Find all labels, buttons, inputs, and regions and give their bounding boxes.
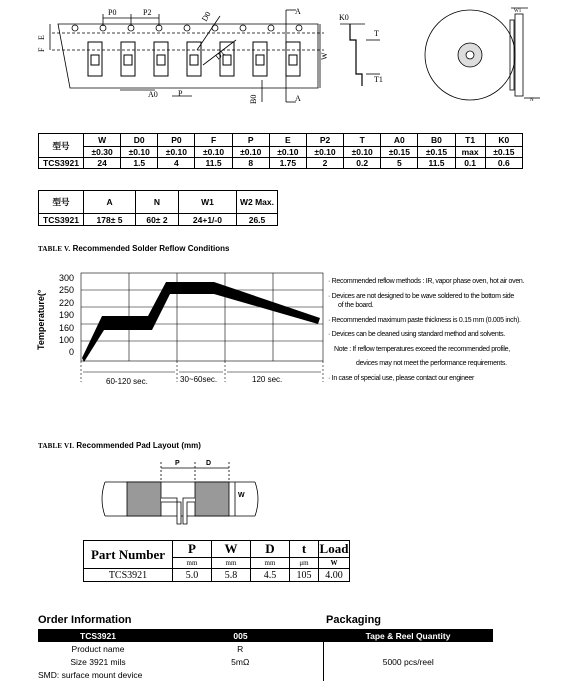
value-cell: 24 (84, 158, 121, 169)
tolerance-cell: ±0.15 (485, 147, 522, 158)
value-cell: 4.00 (319, 569, 350, 582)
reel-dimension-table (38, 190, 278, 226)
tolerance-cell: ±0.10 (195, 147, 232, 158)
value-cell: 5.8 (212, 569, 251, 582)
label-a-bottom: A (295, 94, 301, 103)
table-row (38, 642, 493, 655)
y-tick: 100 (58, 335, 74, 346)
tolerance-cell: ±0.30 (84, 147, 121, 158)
header-cell: F (195, 134, 232, 147)
label-e: E (37, 35, 46, 40)
tolerance-cell: ±0.15 (418, 147, 455, 158)
header-cell: A (84, 191, 136, 214)
label-d1: D1 (213, 48, 227, 62)
label-w1: W1 (514, 9, 522, 14)
section-title: Recommended Solder Reflow Conditions (72, 244, 230, 253)
pad-dim-p: P (175, 460, 180, 467)
quantity-header: Tape & Reel Quantity (323, 629, 493, 642)
section-title: Recommended Pad Layout (mm) (76, 441, 201, 450)
note-line: · Devices can be cleaned using standard method and solvents. (328, 331, 505, 338)
label-t1: T1 (374, 75, 383, 84)
header-cell: W2 Max. (237, 191, 278, 214)
resistor-terminal-right (183, 498, 195, 524)
order-part-header: TCS3921 (38, 629, 158, 642)
table-header-row (84, 541, 350, 558)
reflow-section-title (38, 244, 229, 253)
label-p0: P0 (108, 8, 117, 17)
note-line: · In case of special use, please contact our engineer (328, 374, 474, 382)
tolerance-row (39, 147, 523, 158)
table-row (39, 158, 523, 169)
label-k0: K0 (339, 13, 349, 22)
part-number-header: Part Number (84, 541, 173, 569)
reel-drawing (425, 8, 540, 100)
label-p: P (178, 89, 183, 98)
header-cell: P (232, 134, 269, 147)
value-cell: 11.5 (418, 158, 455, 169)
value-cell: 0.2 (344, 158, 381, 169)
label-d0: D0 (199, 10, 213, 23)
tolerance-cell: ±0.10 (121, 147, 158, 158)
value-cell: 0.6 (485, 158, 522, 169)
tolerance-cell: max (455, 147, 485, 158)
reel-quantity: 5000 pcs/reel (323, 642, 493, 681)
pad-dim-d: D (206, 460, 212, 467)
order-label: Product name (71, 643, 125, 654)
table-label: TABLE V. (38, 245, 71, 253)
header-cell: B0 (418, 134, 455, 147)
tolerance-cell: ±0.10 (344, 147, 381, 158)
pad-left (127, 482, 161, 516)
header-cell: P (173, 541, 212, 558)
tolerance-cell: ±0.10 (306, 147, 343, 158)
label-n: N (530, 98, 534, 103)
header-cell: W1 (178, 191, 236, 214)
tolerance-cell: ±0.10 (232, 147, 269, 158)
tolerance-cell: ±0.15 (381, 147, 418, 158)
part-number-cell: TCS3921 (84, 569, 173, 582)
note-line: · Recommended reflow methods : IR, vapor phase oven, hot air oven. (328, 278, 525, 285)
value-cell: 26.5 (237, 214, 278, 226)
value-cell: 2 (306, 158, 343, 169)
unit-cell: mm (212, 558, 251, 569)
unit-cell: W (319, 558, 350, 569)
model-header: 型号 (39, 134, 84, 158)
value-cell: 4 (158, 158, 195, 169)
header-cell: A0 (381, 134, 418, 147)
x-segment-preheat: 60-120 sec. (106, 377, 148, 386)
resistor-terminal-left (161, 498, 181, 524)
header-cell: D (251, 541, 290, 558)
header-cell: Load (319, 541, 349, 556)
header-cell: E (269, 134, 306, 147)
value-cell: 5 (381, 158, 418, 169)
tape-reel-drawing (0, 0, 572, 112)
packaging-title: Packaging (326, 614, 382, 626)
order-code: R (237, 643, 244, 654)
y-tick: 0 (68, 347, 74, 358)
y-tick: 160 (58, 322, 74, 333)
header-cell: W (84, 134, 121, 147)
pad-right (195, 482, 229, 516)
y-tick: 190 (58, 310, 74, 321)
pad-dimension-table (83, 540, 350, 582)
header-cell: P0 (158, 134, 195, 147)
y-axis-label: Temperature(° (36, 289, 46, 350)
header-cell: T (344, 134, 381, 147)
order-label: Size 3921 mils (70, 656, 126, 667)
x-segment-reflow: 30~60sec. (180, 375, 218, 384)
table-header-row (39, 134, 523, 147)
order-label: SMD: surface mount device (38, 669, 143, 680)
order-code-header: 005 (158, 629, 323, 642)
header-cell: W (212, 541, 251, 558)
label-a-top: A (295, 7, 301, 16)
tape-dimension-table (38, 133, 523, 169)
header-cell: P2 (306, 134, 343, 147)
order-code: 5mΩ (231, 656, 250, 667)
value-cell: 4.5 (251, 569, 290, 582)
value-cell: 0.1 (455, 158, 485, 169)
header-cell: D0 (121, 134, 158, 147)
order-code (158, 668, 323, 681)
part-number-cell: TCS3921 (39, 158, 84, 169)
note-line: · Recommended maximum paste thickness is 0.15 mm (0.005 inch). (328, 316, 521, 324)
unit-cell: mm (173, 558, 212, 569)
note-line: of the board. (338, 302, 374, 309)
table-row (84, 569, 350, 582)
header-cell: T1 (455, 134, 485, 147)
table-header-row (39, 191, 278, 214)
pad-section-title (38, 441, 201, 450)
reflow-notes (328, 277, 568, 383)
label-b0: B0 (249, 94, 258, 104)
table-label: TABLE VI. (38, 442, 75, 450)
table-row (39, 214, 278, 226)
tape-cross-section (350, 24, 362, 86)
value-cell: 1.5 (121, 158, 158, 169)
label-p2: P2 (143, 8, 152, 17)
value-cell: 5.0 (173, 569, 212, 582)
y-tick: 220 (58, 297, 74, 308)
value-cell: 105 (290, 569, 319, 582)
label-w: W (320, 52, 329, 60)
value-cell: 24+1/-0 (178, 214, 236, 226)
order-info-title: Order Information (38, 614, 132, 626)
note-line: devices may not meet the performance requirements. (356, 360, 507, 367)
unit-cell: μm (290, 558, 319, 569)
x-segment-cooling: 120 sec. (252, 375, 283, 384)
tolerance-cell: ±0.10 (269, 147, 306, 158)
pad-dim-w: W (238, 492, 245, 499)
header-cell: K0 (485, 134, 522, 147)
value-cell: 178± 5 (84, 214, 136, 226)
label-t: T (374, 29, 379, 38)
tolerance-cell: ±0.10 (158, 147, 195, 158)
model-header: 型号 (39, 191, 84, 214)
y-tick: 250 (58, 285, 74, 296)
note-line: · Devices are not designed to be wave soldered to the bottom side (328, 292, 514, 300)
label-f: F (37, 47, 46, 52)
order-info-table (38, 629, 493, 681)
carrier-tape-outline (58, 24, 318, 88)
y-tick: 300 (58, 273, 74, 283)
y-tick-labels (52, 272, 74, 359)
label-a0: A0 (148, 90, 158, 99)
header-cell: N (136, 191, 179, 214)
note-line: Note : If reflow temperatures exceed the recommended profile, (334, 345, 510, 353)
value-cell: 60± 2 (136, 214, 179, 226)
unit-cell: mm (251, 558, 290, 569)
value-cell: 1.75 (269, 158, 306, 169)
value-cell: 8 (232, 158, 269, 169)
order-header-row (38, 629, 493, 642)
header-cell: t (290, 541, 319, 558)
value-cell: 11.5 (195, 158, 232, 169)
part-number-cell: TCS3921 (39, 214, 84, 226)
